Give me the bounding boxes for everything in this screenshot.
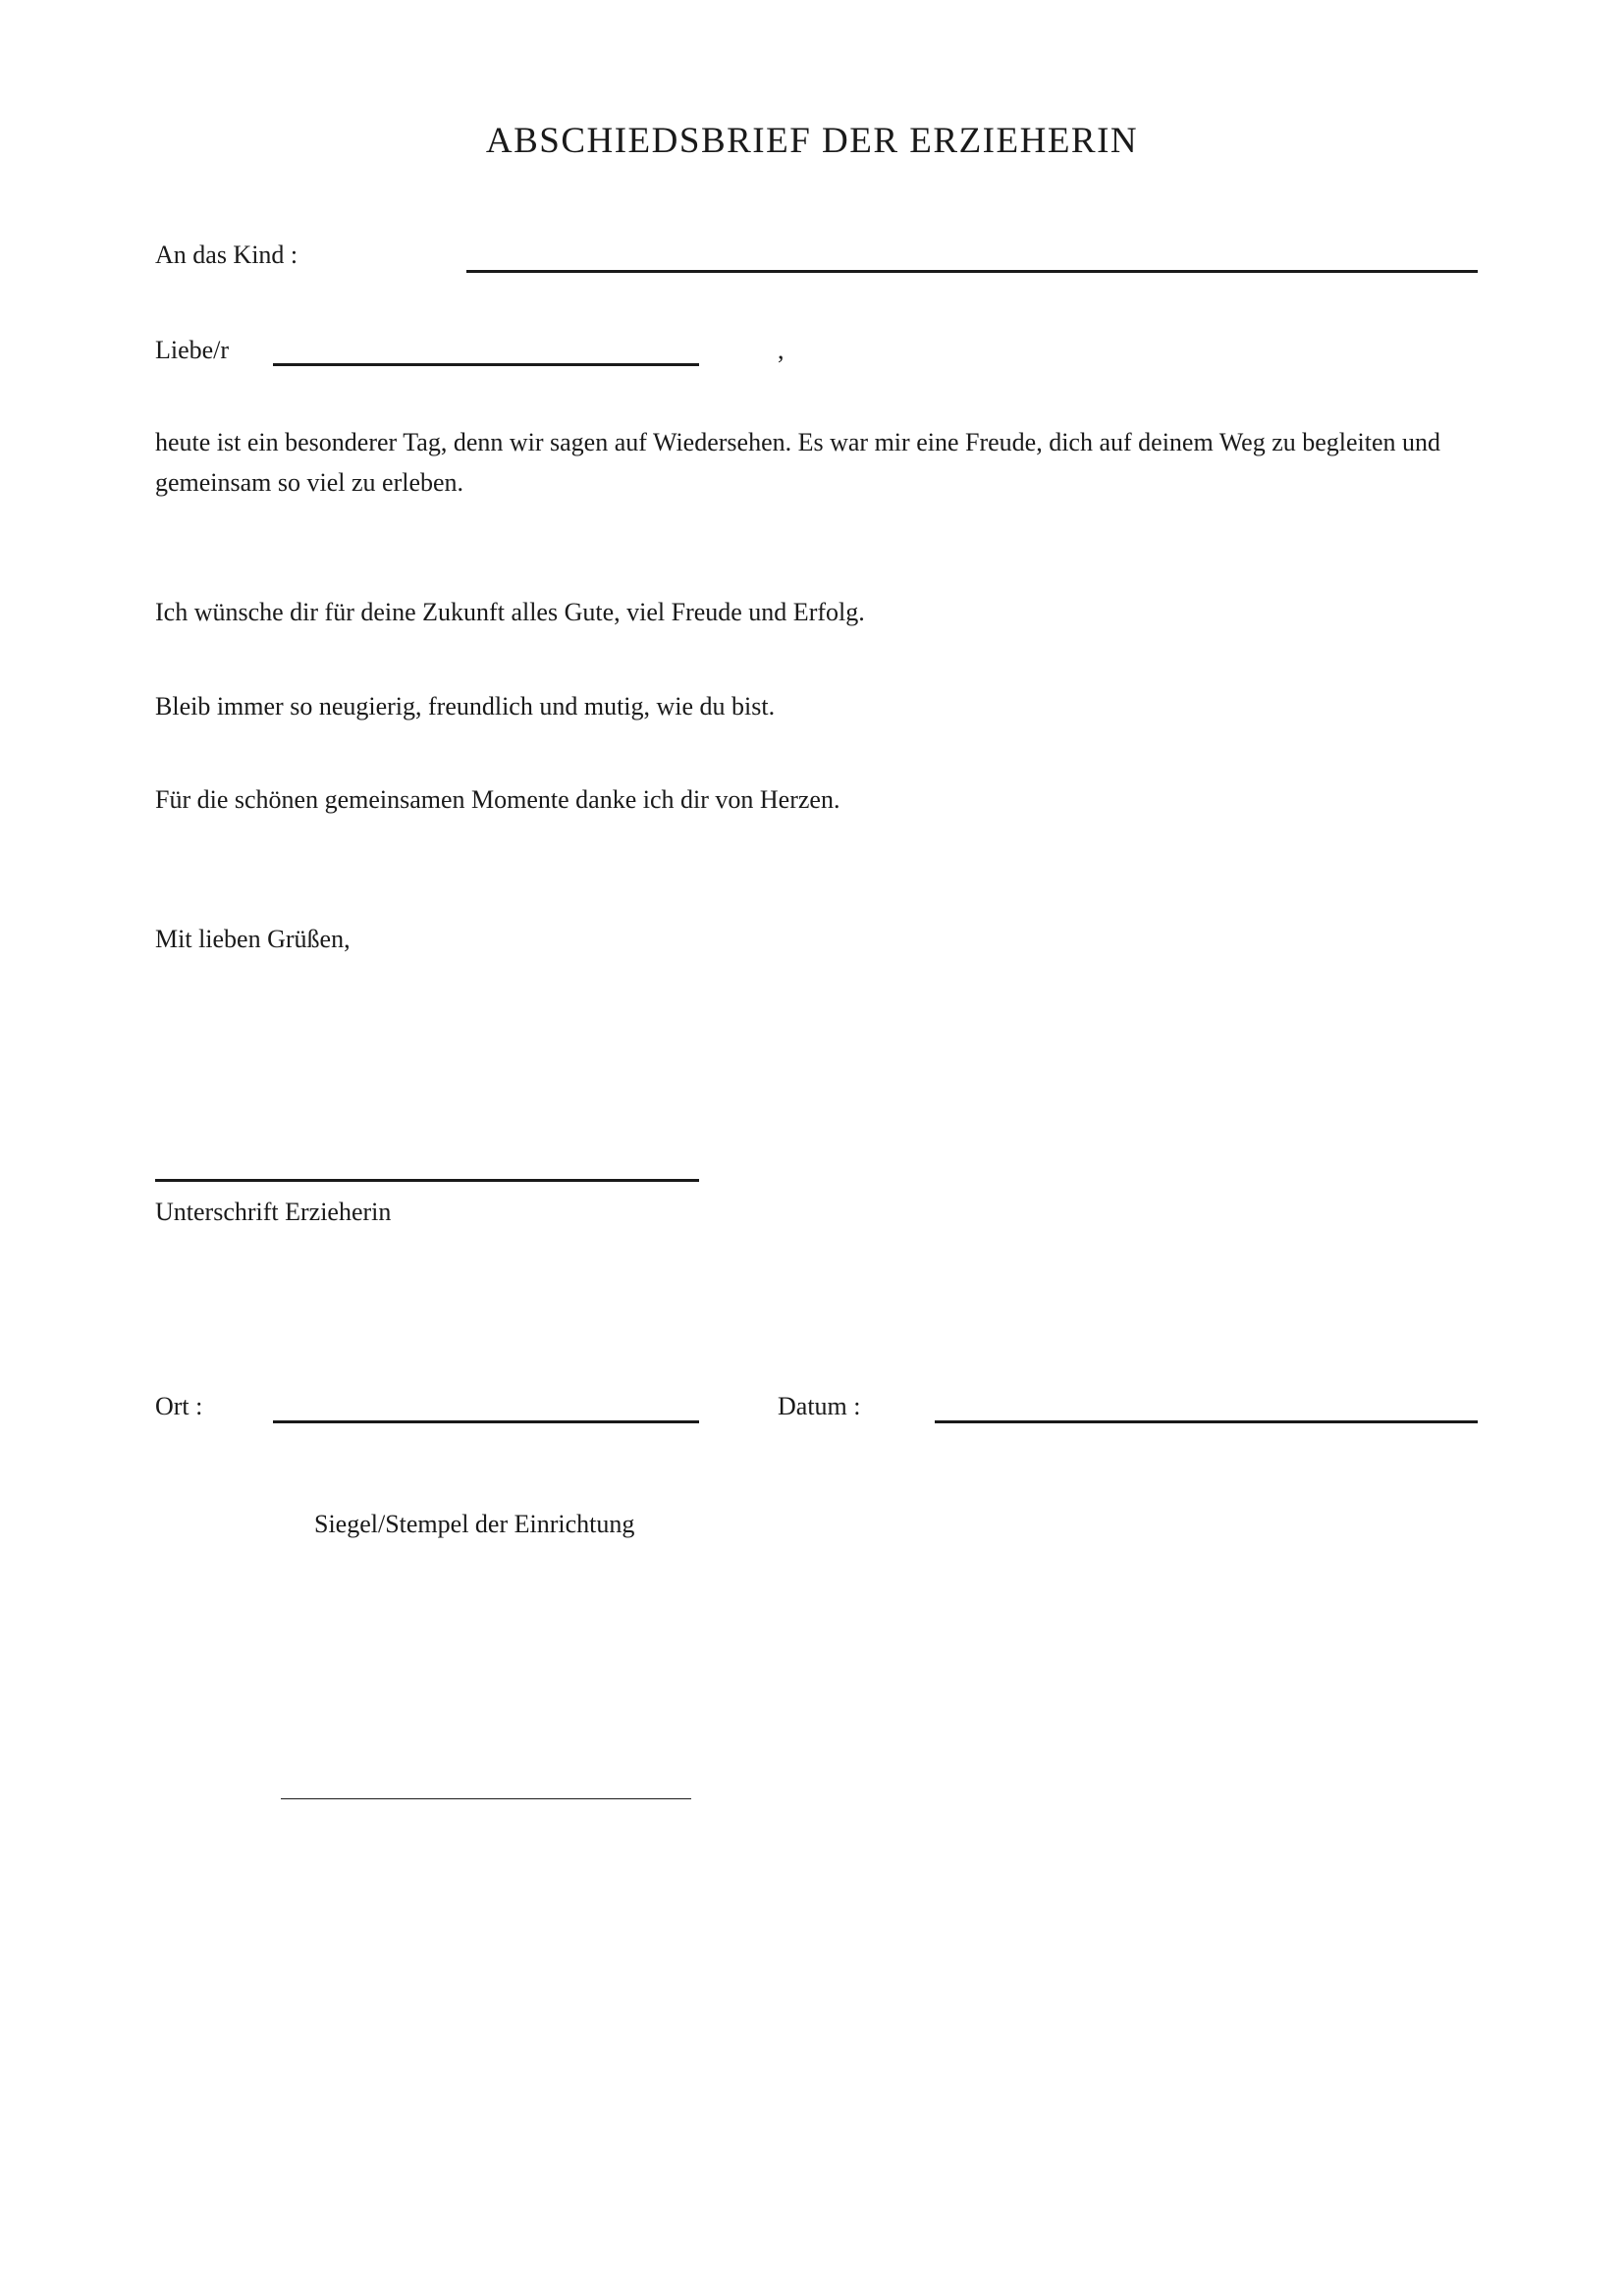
body-paragraph-4: Für die schönen gemeinsamen Momente danke ich dir von Herzen. xyxy=(155,785,840,814)
closing-text: Mit lieben Grüßen, xyxy=(155,925,351,953)
date-field[interactable] xyxy=(935,1420,1478,1423)
seal-line[interactable] xyxy=(281,1798,691,1799)
place-field[interactable] xyxy=(273,1420,699,1423)
greeting-label: Liebe/r xyxy=(155,336,230,364)
signature-label: Unterschrift Erzieherin xyxy=(155,1198,392,1226)
body-paragraph-1: heute ist ein besonderer Tag, denn wir sagen auf Wiedersehen. Es war mir eine Freude, dich auf deinem Weg zu begleiten und gemeinsam so viel zu erleben. xyxy=(155,428,1441,497)
child-label: An das Kind : xyxy=(155,240,298,269)
body-paragraph-2: Ich wünsche dir für deine Zukunft alles Gute, viel Freude und Erfolg. xyxy=(155,598,865,626)
seal-label: Siegel/Stempel der Einrichtung xyxy=(314,1510,635,1538)
signature-line[interactable] xyxy=(155,1179,699,1182)
place-label: Ort : xyxy=(155,1392,203,1420)
child-name-field[interactable] xyxy=(466,270,1478,273)
date-label: Datum : xyxy=(778,1392,861,1420)
body-paragraph-3: Bleib immer so neugierig, freundlich und mutig, wie du bist. xyxy=(155,692,776,721)
greeting-name-field[interactable] xyxy=(273,363,699,366)
document-title: ABSCHIEDSBRIEF DER ERZIEHERIN xyxy=(485,121,1139,161)
greeting-comma: , xyxy=(778,336,785,364)
